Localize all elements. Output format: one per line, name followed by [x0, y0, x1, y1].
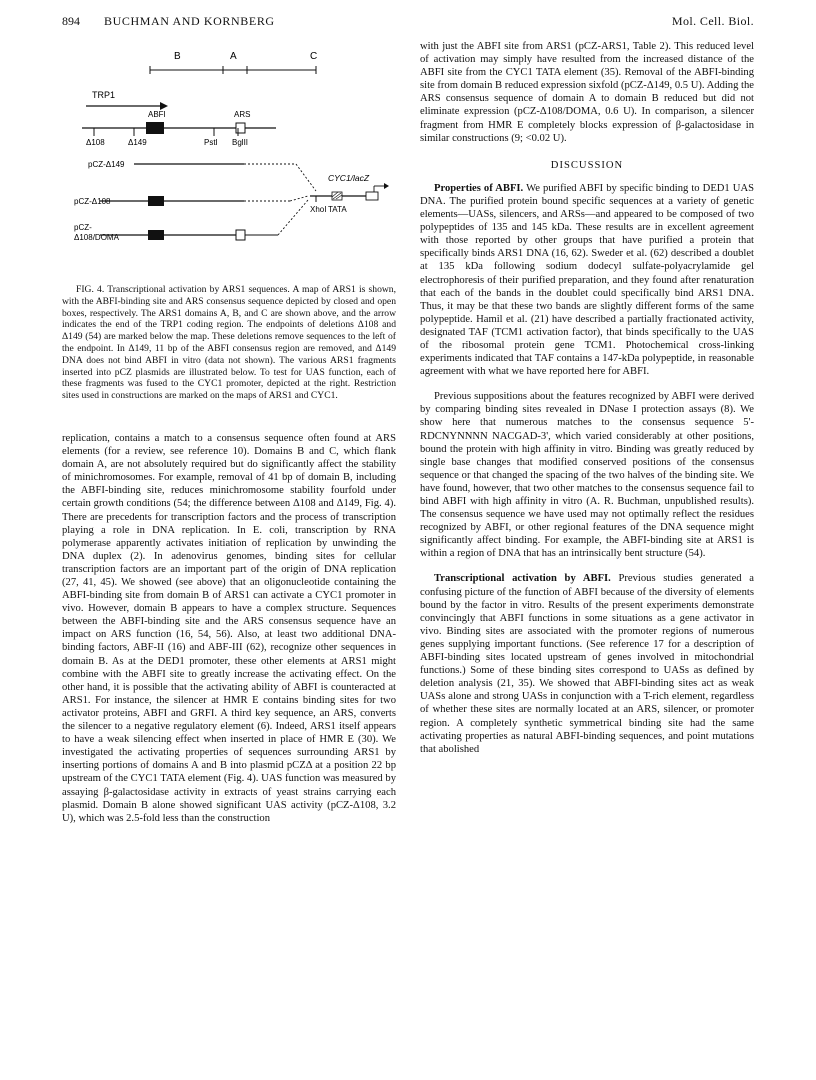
properties-heading: Properties of ABFI. [434, 182, 524, 194]
bglll-label: BglII [232, 138, 249, 147]
activation-paragraph [420, 572, 754, 755]
caption-lead: FIG. 4. Transcriptional activation by ARS1 sequences. [76, 284, 290, 295]
d108-label: Δ108 [86, 138, 105, 147]
domain-c-label: C [310, 51, 318, 62]
cyc1-lacz-label: CYC1/lacZ [328, 173, 370, 183]
abfi-label: ABFI [148, 110, 166, 119]
discussion-heading: DISCUSSION [550, 159, 624, 171]
activation-text: Previous studies generated a confusing picture of the function of ABFI because of the diversity of elements bound by the factor in vitro. Results of the present experiments demonstrate convincingly that ABFI functions in some situations as a gene activator in vivo. Binding sites are associated with the promoter regions of numerous genes supplying important functions. (See reference 17 for a description of ABFI-binding sites located upstream of genes involved in mitochondrial functions.) Some of these binding sites correspond to UASs as defined by deletion analysis (21, 35). We showed that ABFI-binding sites act as weak UASs alone and strong UASs in conjunction with a T-rich element, regardless of whether these sites are normally located at an ARS, silencer, or promoter region. A completely synthetic symmetrical binding site had the same activating properties as natural ABFI-binding sequences, and point mutations that abolished [420, 573, 754, 755]
domain-b-label: B [174, 51, 181, 62]
trp1-arrowhead [160, 102, 168, 110]
figure-4-diagram [62, 40, 396, 276]
running-authors: BUCHMAN AND KORNBERG [104, 14, 275, 28]
construct-1-label: pCZ-Δ149 [88, 160, 125, 169]
journal-name: Mol. Cell. Biol. [671, 14, 754, 28]
tss-arrowhead [384, 183, 389, 189]
page-header [62, 14, 754, 32]
xhol-label: XhoI [310, 205, 327, 214]
activation-heading: Transcriptional activation by ABFI. [434, 573, 611, 585]
connector-2 [290, 196, 308, 201]
trp1-label: TRP1 [92, 90, 116, 100]
construct-3-abfi-box [148, 230, 164, 240]
d149-label: Δ149 [128, 138, 147, 147]
figure-4 [62, 40, 396, 276]
ars-consensus-box [236, 123, 245, 133]
properties-paragraph [420, 182, 754, 378]
ars-label: ARS [234, 110, 251, 119]
connector-1 [296, 164, 316, 191]
page-number: 894 [62, 14, 80, 28]
figure-4-caption [62, 284, 396, 402]
abfi-site-box [146, 122, 164, 134]
construct-3-label-b: Δ108/DOMA [74, 233, 119, 242]
right-paragraph-continued: with just the ABFI site from ARS1 (pCZ-ARS1, Table 2). This reduced level of activation may simply have resulted from the increased distance of the ABFI site from the CYC1 TATA element (35). Removal of the ABFI-binding site from domain B reduced expression sixfold (pCZ-Δ149, 0.5 U). Adding the ARS consensus sequence of domain A to domain B reduced but did not eliminate expression (pCZ-Δ108/DOMA, 0.6 U). In comparison, a silencer fragment from HMR E completely blocks expression of β-galactosidase in similar constructions (9; <0.02 U). [420, 41, 754, 144]
connector-3 [278, 200, 308, 235]
lacz-box [366, 192, 378, 200]
domain-a-label: A [230, 51, 237, 62]
consensus-paragraph: Previous suppositions about the features recognized by ABFI were derived by comparing binding sites revealed in DNase I protection assays (8). We show here that numerous matches to the consensus sequence 5'-RDCNYNNNN NACGAD-3', which varied considerably at other positions, bound the protein with high affinity in vitro. Binding was greatly reduced by single base changes that modified conserved positions of the consensus sequence or that changed the spacing of the two halves of the binding site. We have found, however, that two other matches to the consensus sequence fail to bind ABFI with high affinity in vitro (A. R. Buchman, unpublished results). The consensus sequence we have used may not optimally reflect the residues recognized by ABFI, or other regional features of the DNA sequence might significantly affect binding. For example, the ABFI-binding site at ARS1 is within a region of DNA that has an intrinsically bent structure (54). [420, 391, 754, 560]
left-column [62, 40, 396, 825]
properties-text: We purified ABFI by specific binding to DED1 UAS DNA. The purified protein bound specific sequences at a variety of genetic elements—UASs, silencers, and ARSs—and appeared to be composed of two polypeptides of 135 and 145 kDa. These results are in excellent agreement with those reported by other groups that have purified a protein that specifically binds ARS1 DNA (16, 62). Sweder et al. (62) described a doublet at 135 kDa following sodium dodecyl sulfate-polyacrylamide gel electrophoresis of their purified preparation, and they found after renaturation that each of the bands in the doublet could specifically bind ARS1 DNA. Thus, it may be that these two bands are slightly different forms of the same polypeptide. Hamil et al. (21) have described a partially fractionated activity, designated TAF (TCM1 activation factor), that binds specifically to the UAS of the ribosomal protein gene TCM1. Photochemical cross-linking experiments indicated that TAF contains a 147-kDa polypeptide, in reasonable agreement with what we have reported here for ABFI. [420, 182, 754, 378]
caption-body: A map of ARS1 is shown, with the ABFI-binding site and ARS consensus sequence depicted by closed and open boxes, respectively. The ARS1 domains A, B, and C are shown above, and the arrow indicates the end of the TRP1 coding region. The endpoints of deletions Δ108 and Δ149 (54) are marked below the map. These deletions remove sequences to the left of the endpoint. In Δ149, 11 bp of the ABFI consensus region are removed, and Δ149 DNA does not bind ABFI in vitro (data not shown). The various ARS1 fragments inserted into pCZ plasmids are illustrated below. To test for UAS function, each of these fragments was fused to the CYC1 promoter, depicted at the right. Restriction sites used in constructions are marked on the maps of ARS1 and CYC1. [62, 284, 396, 402]
construct-2-label: pCZ-Δ108 [74, 197, 111, 206]
tata-label: TATA [328, 205, 347, 214]
construct-3-ars-box [236, 230, 245, 240]
pstl-label: PstI [204, 138, 218, 147]
right-column [420, 40, 754, 756]
construct-2-abfi-box [148, 196, 164, 206]
construct-3-label-a: pCZ- [74, 223, 92, 232]
left-paragraph: replication, contains a match to a consensus sequence often found at ARS elements (for a review, see reference 10). Domains B and C, which flank domain A, are not absolutely required but do significantly affect the stability of minichromosomes. For example, removal of 41 bp of domain B, including the ABFI-binding site, reduces minichromosome stability fourfold under certain growth conditions (54; the difference between Δ108 and Δ149, Fig. 4). There are precedents for transcription factors and the process of transcription playing a role in DNA replication. In E. coli, transcription by RNA polymerase apparently activates initiation of replication by unwinding the DNA duplex (2). In adenovirus genomes, binding sites for cellular transcription factors are an important part of the origin of DNA replication (27, 41, 45). We showed (see above) that an oligonucleotide containing the ABFI-binding site from domain B of ARS1 can activate a CYC1 promoter in vivo. However, domain B appears to have a complex structure. Sequences between the ABFI-binding site and the ARS consensus sequence have an impact on ARS function (16, 54, 56). Also, at least two additional DNA-binding factors, ABF-II (16) and ABF-III (62), recognize other sequences in domain B. As at the DED1 promoter, these other elements at ARS1 might combine with the ABFI site to greatly increase the activating effect. On the other hand, it is possible that the activating ability of ABFI is counteracted at ARS1. For instance, the silencer at HMR E contains binding sites for two activator proteins, ABFI and GRFI. A third key sequence, an ARS, converts the silencer to a negative regulatory element (6). Indeed, ARS1 itself appears to have a weak silencing effect when inserted in place of HMR E (30). We investigated the activating properties of sequences surrounding ARS1 by inserting portions of domains A and B into plasmid pCZΔ at a position 22 bp upstream of the CYC1 TATA element (Fig. 4). UAS function was measured by assaying β-galactosidase activity in extracts of yeast strains carrying each plasmid. Domain B alone showed significant UAS activity (pCZ-Δ108, 3.2 U), which was 2.5-fold less than the construction [62, 432, 396, 824]
